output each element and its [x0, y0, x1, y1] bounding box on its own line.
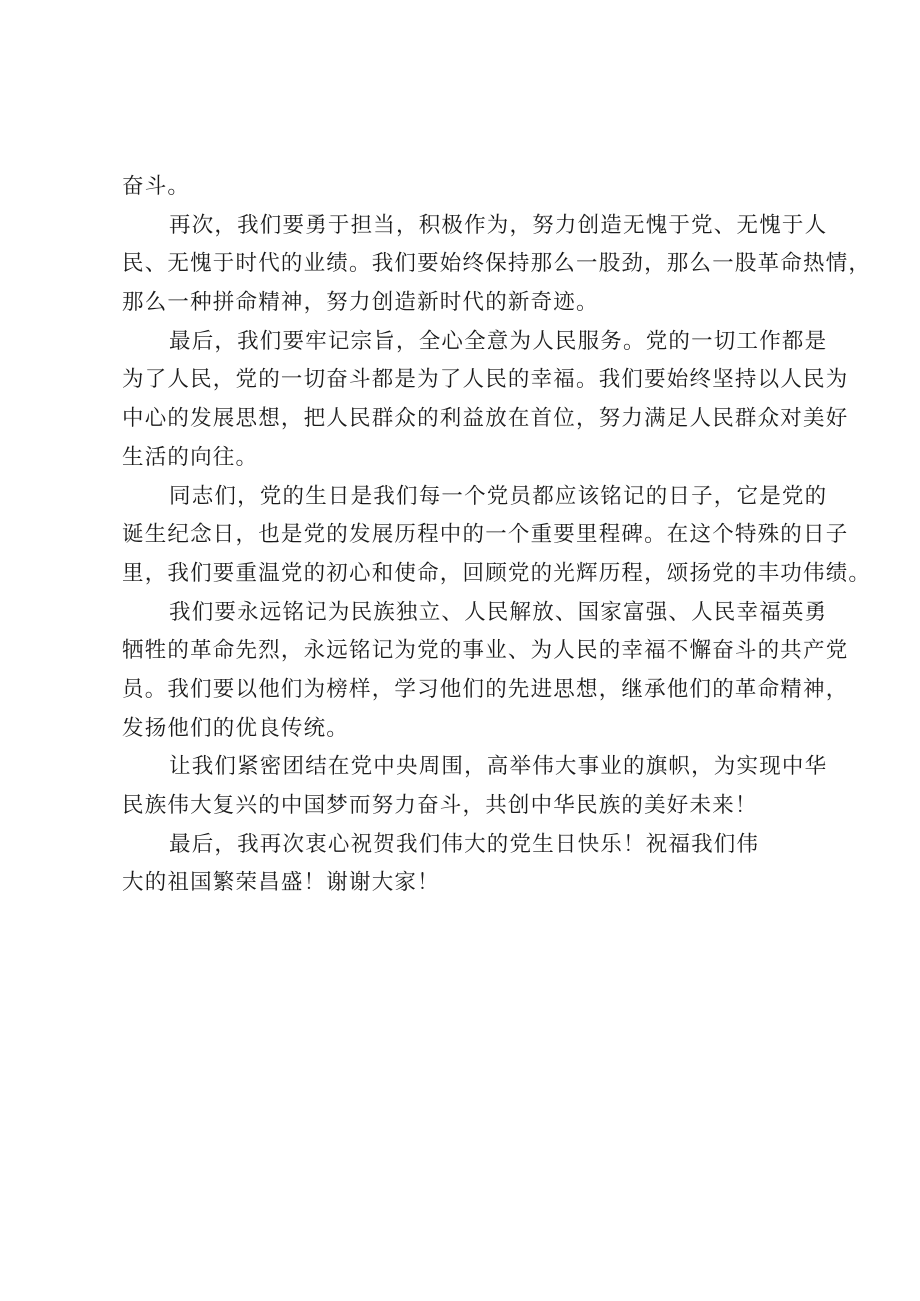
- text-line: 为了人民，党的一切奋斗都是为了人民的幸福。我们要始终坚持以人民为: [122, 367, 849, 393]
- text-line: 发扬他们的优良传统。: [122, 715, 350, 741]
- text-line: 大的祖国繁荣昌盛！谢谢大家！: [122, 870, 440, 896]
- paragraph-first-line: 最后，我再次衷心祝贺我们伟大的党生日快乐！祝福我们伟: [169, 831, 760, 857]
- text-line: 员。我们要以他们为榜样，学习他们的先进思想，继承他们的革命精神，: [122, 676, 849, 702]
- text-line: 诞生纪念日，也是党的发展历程中的一个重要里程碑。在这个特殊的日子: [122, 522, 849, 548]
- text-line: 那么一种拼命精神，努力创造新时代的新奇迹。: [122, 290, 599, 316]
- text-line: 民族伟大复兴的中国梦而努力奋斗，共创中华民族的美好未来！: [122, 793, 758, 818]
- text-line: 民、无愧于时代的业绩。我们要始终保持那么一股劲，那么一股革命热情，: [122, 251, 872, 277]
- text-line: 奋斗。: [122, 174, 191, 199]
- paragraph-first-line: 我们要永远铭记为民族独立、人民解放、国家富强、人民幸福英勇: [169, 599, 828, 625]
- paragraph-first-line: 最后，我们要牢记宗旨，全心全意为人民服务。党的一切工作都是: [169, 328, 828, 354]
- text-line: 生活的向往。: [122, 444, 259, 470]
- speech-body: [122, 168, 872, 903]
- text-line: 里，我们要重温党的初心和使命，回顾党的光辉历程，颂扬党的丰功伟绩。: [122, 560, 872, 586]
- paragraph-first-line: 同志们，党的生日是我们每一个党员都应该铭记的日子，它是党的: [169, 483, 828, 509]
- paragraph-first-line: 让我们紧密团结在党中央周围，高举伟大事业的旗帜，为实现中华: [169, 754, 828, 780]
- paragraph-first-line: 再次，我们要勇于担当，积极作为，努力创造无愧于党、无愧于人: [169, 212, 828, 238]
- text-line: 牺牲的革命先烈，永远铭记为党的事业、为人民的幸福不懈奋斗的共产党: [122, 638, 849, 664]
- text-line: 中心的发展思想，把人民群众的利益放在首位，努力满足人民群众对美好: [122, 406, 849, 432]
